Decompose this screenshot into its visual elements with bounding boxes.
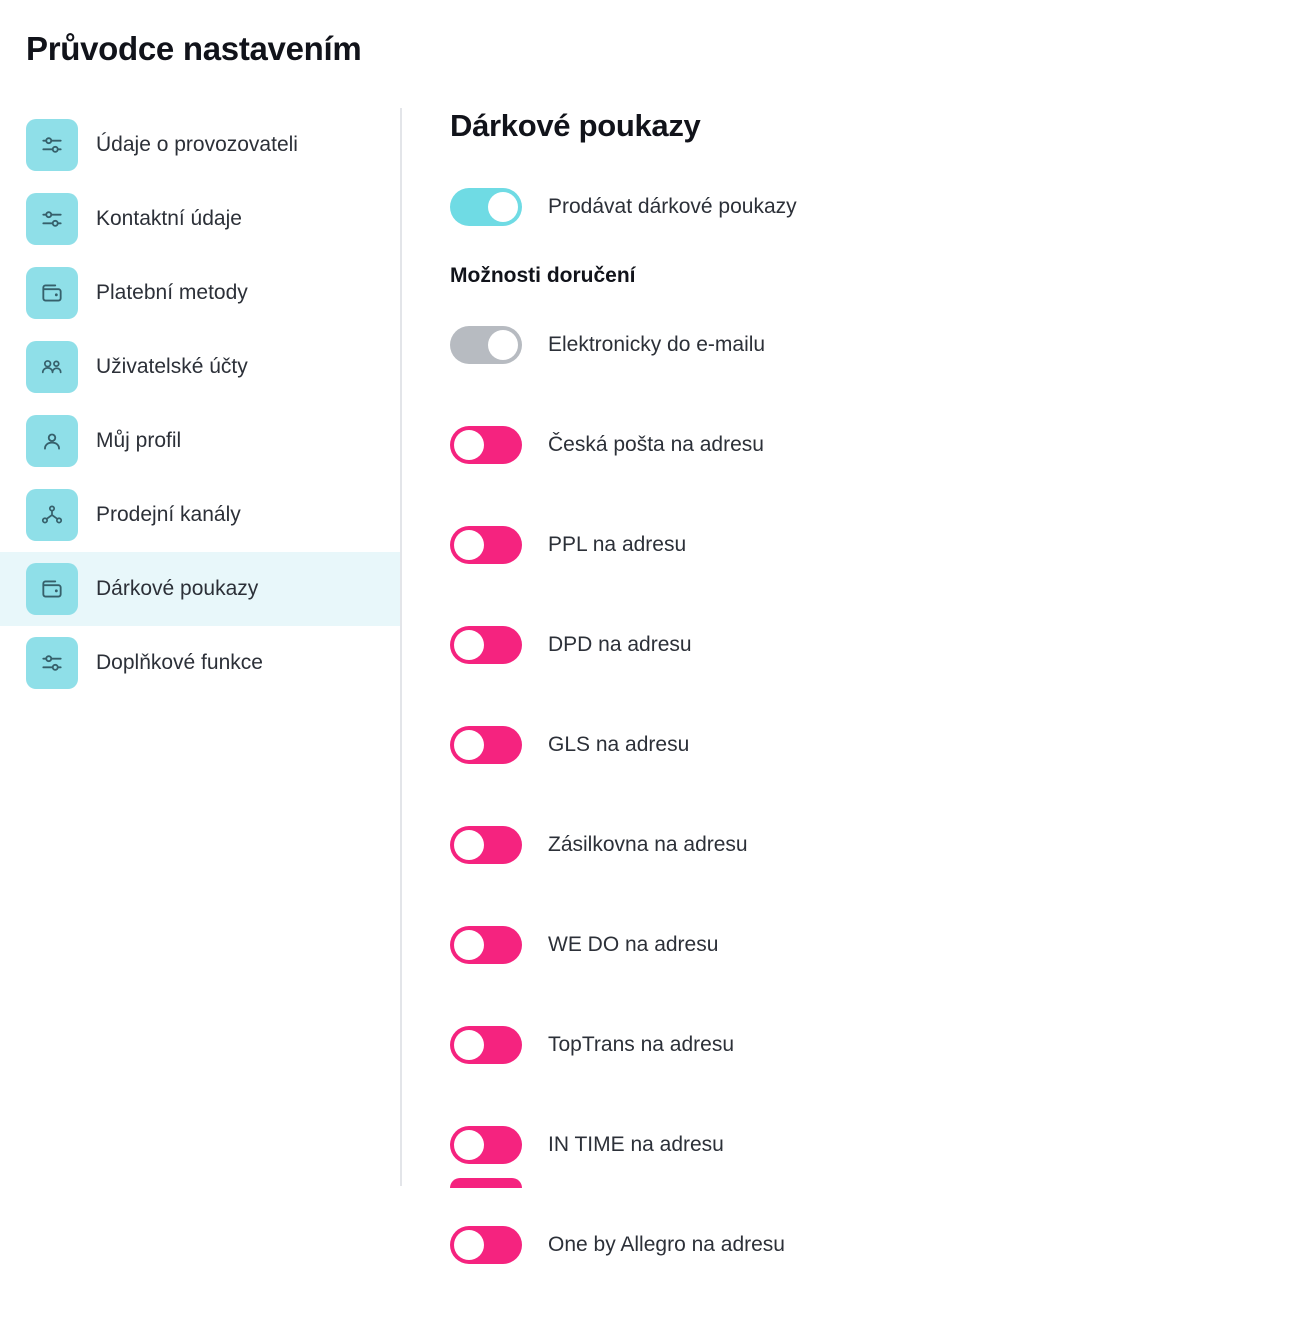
sidebar-item-label: Uživatelské účty xyxy=(96,355,248,378)
sliders-icon xyxy=(26,637,78,689)
toggle-label: WE DO na adresu xyxy=(548,933,719,956)
sidebar-item-darkove-poukazy[interactable] xyxy=(0,552,400,626)
sidebar-item-kontaktni-udaje[interactable] xyxy=(0,182,400,256)
sidebar-item-label: Údaje o provozovateli xyxy=(96,133,298,156)
delivery-options-list xyxy=(450,318,1294,1272)
delivery-option-row xyxy=(450,418,1294,472)
toggle-label: Prodávat dárkové poukazy xyxy=(548,195,797,218)
toggle-sell-gift-vouchers[interactable] xyxy=(450,188,522,226)
delivery-option-row xyxy=(450,1118,1294,1172)
sidebar-item-label: Platební metody xyxy=(96,281,248,304)
sidebar-item-label: Doplňkové funkce xyxy=(96,651,263,674)
sidebar-item-label: Kontaktní údaje xyxy=(96,207,242,230)
vertical-divider xyxy=(400,108,402,1186)
toggle-zasilkovna-na-adresu[interactable] xyxy=(450,826,522,864)
delivery-option-row xyxy=(450,718,1294,772)
sidebar-item-prodejni-kanaly[interactable] xyxy=(0,478,400,552)
sliders-icon xyxy=(26,119,78,171)
sliders-icon xyxy=(26,193,78,245)
main-panel xyxy=(450,108,1294,1318)
page-title: Průvodce nastavením xyxy=(26,30,362,67)
sidebar-item-doplnkove-funkce[interactable] xyxy=(0,626,400,700)
sidebar-item-udaje-o-provozovateli[interactable] xyxy=(0,108,400,182)
toggle-label: PPL na adresu xyxy=(548,533,687,556)
delivery-option-row xyxy=(450,1018,1294,1072)
delivery-option-row xyxy=(450,818,1294,872)
toggle-label: TopTrans na adresu xyxy=(548,1033,734,1056)
toggle-label: GLS na adresu xyxy=(548,733,690,756)
panel-title: Dárkové poukazy xyxy=(450,108,701,143)
gift-vouchers-sell-row xyxy=(450,180,1294,234)
toggle-gls-na-adresu[interactable] xyxy=(450,726,522,764)
toggle-label: One by Allegro na adresu xyxy=(548,1233,785,1256)
delivery-option-row xyxy=(450,518,1294,572)
toggle-label: Elektronicky do e-mailu xyxy=(548,333,766,356)
delivery-option-row xyxy=(450,618,1294,672)
sidebar-item-label: Prodejní kanály xyxy=(96,503,241,526)
toggle-in-time-na-adresu[interactable] xyxy=(450,1126,522,1164)
sidebar-item-label: Dárkové poukazy xyxy=(96,577,259,600)
sidebar xyxy=(0,108,400,700)
toggle-dpd-na-adresu[interactable] xyxy=(450,626,522,664)
toggle-ceska-posta-na-adresu[interactable] xyxy=(450,426,522,464)
sidebar-item-label: Můj profil xyxy=(96,429,182,452)
toggle-elektronicky-do-e-mailu[interactable] xyxy=(450,326,522,364)
users-icon xyxy=(26,341,78,393)
toggle-label: Zásilkovna na adresu xyxy=(548,833,748,856)
toggle-one-by-allegro-na-adresu[interactable] xyxy=(450,1226,522,1264)
toggle-toptrans-na-adresu[interactable] xyxy=(450,1026,522,1064)
toggle-we-do-na-adresu[interactable] xyxy=(450,926,522,964)
toggle-label: Česká pošta na adresu xyxy=(548,433,764,456)
delivery-option-row xyxy=(450,918,1294,972)
delivery-options-heading: Možnosti doručení xyxy=(450,264,636,287)
wallet-icon xyxy=(26,563,78,615)
delivery-option-row xyxy=(450,1218,1294,1272)
sidebar-item-platebni-metody[interactable] xyxy=(0,256,400,330)
toggle-ppl-na-adresu[interactable] xyxy=(450,526,522,564)
user-icon xyxy=(26,415,78,467)
sidebar-item-muj-profil[interactable] xyxy=(0,404,400,478)
wallet-icon xyxy=(26,267,78,319)
sidebar-item-uzivatelske-ucty[interactable] xyxy=(0,330,400,404)
toggle-label: IN TIME na adresu xyxy=(548,1133,724,1156)
next-toggle-partially-visible[interactable] xyxy=(450,1178,522,1188)
delivery-option-row xyxy=(450,318,1294,372)
toggle-label: DPD na adresu xyxy=(548,633,692,656)
network-icon xyxy=(26,489,78,541)
